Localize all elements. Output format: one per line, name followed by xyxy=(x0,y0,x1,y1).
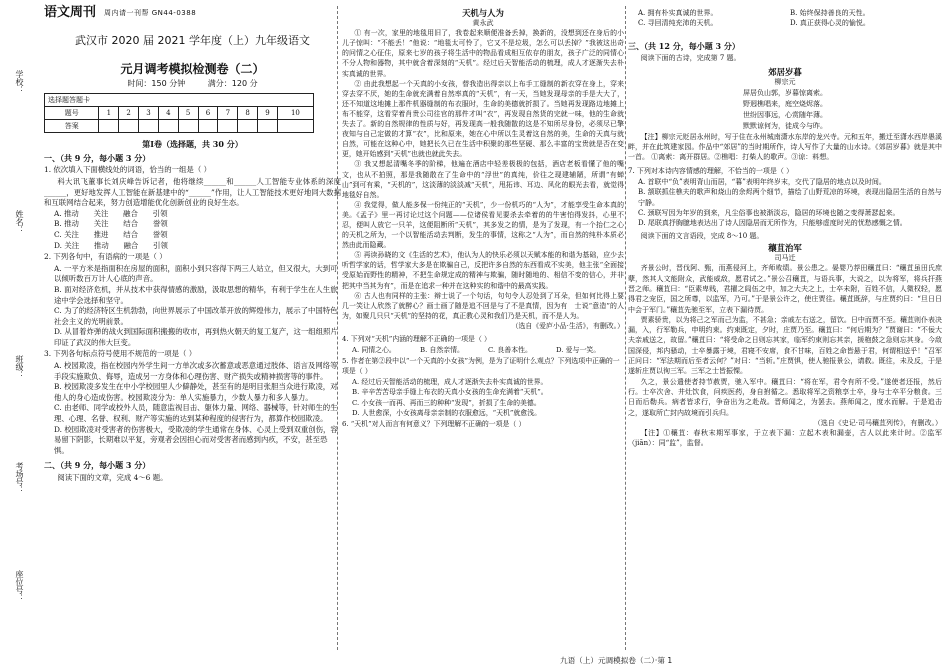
answer-card xyxy=(44,93,314,133)
question-2-stem: 2. 下列各句中，有语病的一项是（ ） xyxy=(44,252,167,262)
question-2-option-b: B. 面对经济危机，并从技术中获得情感的激励，汲取思想的精华，有利于学生在人生旅途中学会选择和坚守。 xyxy=(54,284,338,305)
question-7-option-d: D. 尾联真抒胸臆地表达出了诗人因隐居而无所作为，只能够虚度时光的忧愁感慨之情。 xyxy=(638,219,907,228)
side-label-class: 班级： xyxy=(15,355,24,379)
answer-card-number: 4 xyxy=(158,107,178,120)
column-1 xyxy=(44,5,341,485)
question-4-options xyxy=(352,345,624,355)
question-6-option-d: D. 真正获得心灵的愉悦。 xyxy=(790,19,870,28)
brand-name: 语文周刊 xyxy=(44,5,97,20)
side-label-name: 姓名： xyxy=(15,210,24,234)
question-4-stem: 4. 下列对“天机”内涵的理解不正确的一项是（ ） xyxy=(342,335,491,343)
exam-title: 武汉市 2020 届 2021 学年度（上）九年级语文 xyxy=(75,33,310,47)
answer-cell[interactable] xyxy=(277,120,313,133)
article-title: 天机与人为 xyxy=(462,8,504,18)
question-7-stem: 7. 下列对本诗内容情感的理解，不恰当的一项是（ ） xyxy=(628,166,794,175)
answer-card-caption: 选择题答题卡 xyxy=(45,94,314,107)
answer-cell[interactable] xyxy=(178,120,198,133)
answer-card-number: 2 xyxy=(119,107,139,120)
question-5-option-c: C. 小女孩一而再、再而三的种种“发现”，折损了生命的美德。 xyxy=(352,398,541,407)
answer-card-number: 9 xyxy=(258,107,278,120)
side-label-seat: 座位号： xyxy=(15,570,24,602)
question-6-option-c: C. 寻回清纯充沛的天机。 xyxy=(638,19,718,28)
exam-subtitle: 元月调考模拟检测卷（二） xyxy=(120,61,265,76)
poem-body xyxy=(628,88,942,132)
question-6-options xyxy=(638,8,942,29)
question-3-option-d: D. 校园欺凌对受害者的伤害极大，受欺凌的学生通常在身体、心灵上受到双重创伤，容易留下阴影，长期难以平复，旁观者会因担心而对受害者而感到内疚，不安，甚至恐惧。 xyxy=(54,424,338,455)
part1-header: 第Ⅰ卷（选择题，共 30 分） xyxy=(142,139,243,150)
question-1-option-b: B. 推动 关注 结合 誉领 xyxy=(54,219,168,229)
question-5-option-d: D. 人世愈深，小女孩离母亲亲制的衣服愈远，“天机”就愈浅。 xyxy=(352,408,541,417)
question-7-option-c: C. 颈联写因为年岁的到来，凡尘俗事也被渐淡忘，隐居的环境也随之变得萧瑟起来。 xyxy=(638,208,900,217)
section1-title: 一、（共 9 分，每小题 3 分） xyxy=(44,152,151,163)
classical-note: 【注】①穰苴：春秋末期军事家，于立表下漏：立起木表和漏壶，古人以此来计时。②监军（jiān）：同“监”，监督。 xyxy=(628,429,942,448)
column-2 xyxy=(342,8,624,430)
exam-time: 时间：150 分钟 xyxy=(127,78,186,88)
question-2-option-a: A. 一平方米是指面积在房屋的面积，面积小到只容得下两三人站立，但又很大，大到可以倾听数百万计人心底的声音。 xyxy=(54,263,338,284)
article-source: （选自《爱庐小品·生活》，有删改。） xyxy=(511,321,624,330)
question-7-option-b: B. 颔联抓住樵夫的歌声和烧山的余烬两个细节，描绘了山野荒凉的环境，表现出隐居生活的自然与宁静。 xyxy=(638,188,942,207)
article-paragraph: ③ 我又想起清嘴冬季的阶梯，他遍在酒店中轻差极极的包括，酒店老板看懂了他的嘴文，也从不拍照，那是我随散在了生命中的“浮世”的真纯，价往之现建辅陋，所谓“有蝉山”到可有乘，“天机的”，这淡薄的淡淡减“天机”，甩拓讳、耳边、风化的眼光去看，就觉得地毯好自然。 xyxy=(342,160,624,199)
question-4-option-c: C. 良善本性。 xyxy=(488,346,532,355)
answer-cell[interactable] xyxy=(158,120,178,133)
section3-intro-2: 阅读下面的文言语段，完成 8～10 题。 xyxy=(640,232,764,241)
article-paragraph: ④ 我觉得，做人能多保一份纯正的“天机”，少一份机巧的“人为”，才能享受生命本真的美。《孟子》里一再讨论过这个问题——位诸侯看见要杀去牵着的的牛害怕得发抖，心里不忍，便叫人放它一只羊，这便阻断所“天机”，其多发之的情，是为了发现，有一个抬仁之心的天机之所为，一个以智能活动去判断，发生的事情，这称之“人为”，而自然的纯朴本质必然由此而隐藏。 xyxy=(342,200,624,250)
question-4-option-a: A. 同情之心。 xyxy=(352,346,396,355)
question-6-stem: 6. “天机”对人而言有何意义？下列理解不正确的一项是（ ） xyxy=(342,419,526,428)
answer-card-number: 3 xyxy=(139,107,159,120)
answer-cell[interactable] xyxy=(198,120,218,133)
answer-cell[interactable] xyxy=(218,120,238,133)
poem-line: 野迥樵唱来，庭空烧烬落。 xyxy=(743,99,827,108)
poem-line: 屏居负山郭，岁暮惊离索。 xyxy=(743,88,827,97)
side-label-school: 学校： xyxy=(15,70,24,94)
section3-intro: 阅读下面的古诗，完成第 7 题。 xyxy=(640,53,741,62)
question-6-option-a: A. 拥有朴实真诚的世界。 xyxy=(638,9,718,17)
exam-score: 满分：120 分 xyxy=(207,78,258,88)
question-5-stem: 5. 作者在第②段中以“一个天真的小女孩”为例，是为了证明什么观点？下列选项中正确的一项是（ ） xyxy=(342,357,620,376)
question-4-option-b: B. 自然亲情。 xyxy=(420,346,464,355)
question-3-stem: 3. 下列各句标点符号使用不规范的一项是（ ） xyxy=(44,349,197,359)
poem-note: 【注】柳宗元贬居永州时，写于住在永州城南潇水东岸的龙兴寺。元和五年，搬迁至潇水西岸愚溪畔，并在此筑建家园。作品中“郊居”的当时期所作，诗人写作了大量的山水诗。《郊居岁暮》就是其中一首。 ①离索：离开群居。②樵唱：打柴人的歌声。③谅：料想。 xyxy=(628,132,942,162)
question-1-text: 科大讯飞董事长刘庆峰告诉记者，他将继续______和______人工智能专业体系的深度______，更好地发挥人工智能在新基建中的“______”作用，让人工智能技术更好地同大数据和互联网结合起来，努力创造增能优化创新创业的良好生态。 xyxy=(44,176,341,208)
masthead xyxy=(44,5,341,20)
question-1-stem: 1. 依次填入下面横线处的词语，恰当的一组是（ ） xyxy=(44,165,211,175)
poem-line: 世纷因事远，心赏随年薄。 xyxy=(743,110,827,119)
column-divider-2 xyxy=(625,6,626,650)
question-6-option-b: B. 始终保持善良的天性。 xyxy=(790,9,870,17)
publication-stamp: 周内请一刊帮 GN44-0388 xyxy=(104,9,197,17)
side-label-room: 考场号： xyxy=(15,462,24,494)
answer-cell[interactable] xyxy=(119,120,139,133)
article-paragraph: ① 有一次，家里的地毯用旧了，我卷起来顺便准备丢掉，换新的，没想到还在身后的小儿子惊叫：“不能丢！”他说：“地毯太可怜了，它又不是垃圾，怎么可以丢掉？”我被这出奇的问情之心征住，原来七岁的孩子将生活中的物品看成相互依存的朋友，孩子广泛的同情心不分人物和器物，其中就含着深刻的“天机”。经过后天智能活动的梳理，成人才逐渐失去朴实真诚的世界。 xyxy=(342,29,624,78)
question-2-option-d: D. 从冒着炸弹的战火到国际面积搬搬的收市，再到热火朝天的复工复产，这一组组照片印证了武汉的伟大巨变。 xyxy=(54,327,338,347)
question-2-option-c: C. 为了的经济特区生机勃勃，向世界展示了中国改革开放的辉煌伟力，展示了中国特色社会主义的光明前景。 xyxy=(54,306,338,326)
question-5-option-a: A. 经过后天智能活动的梳理，成人才逐渐失去朴实真诚的世界。 xyxy=(352,378,548,387)
question-3-option-a: A. 校园欺凌，指在校园内外学生间一方单次或多次蓄意或恶意通过肢体、语言及网络等手段实施欺负、侮辱，造成另一方身体和心理伤害、财产损失或精神损害等的事件。 xyxy=(54,361,338,381)
question-1-option-a: A. 推动 关注 融合 引领 xyxy=(54,208,168,218)
question-1-option-d: D. 关注 推动 融合 引领 xyxy=(54,240,168,250)
answer-card-number: 6 xyxy=(198,107,218,120)
answer-card-number: 7 xyxy=(218,107,238,120)
answer-card-number: 8 xyxy=(238,107,258,120)
page-footer: 九语（上）元调模拟卷（二）·第 1 xyxy=(560,656,673,665)
answer-cell[interactable] xyxy=(139,120,159,133)
poem-line: 默默谅何为，徒成今与昨。 xyxy=(743,121,827,130)
question-4-option-d: D. 爱与一笑。 xyxy=(556,346,601,355)
question-3-option-b: B. 校园欺凌多发生在中小学校园里人少僻静处，甚至有的是明目张胆当众进行欺凌，对他人的身心造成伤害。校园欺凌分为：单人实施暴力，少数人暴力和多人暴力。 xyxy=(54,382,338,402)
question-7-option-a: A. 首联中“负”表明背山而居，“暮”表明年终岁末，交代了隐居的地点以及时间。 xyxy=(638,177,886,186)
classical-paragraph: 贾素骄贵，以为将己之军而己为监，不甚急；亲戚左右送之，留饮。日中而贾不至。穰苴则仆表决漏，入，行军勒兵，申明约束。约束既定，夕时，庄贾乃至。穰苴曰：“何后期为？”贾谢曰：“不佞大夫亲戚送之，故留。”穰苴曰：“将受命之日则忘其家，临军约束则忘其亲，援枹鼓之急则忘其身。今敌国深侵，邦内骚动，士卒暴露于境，君寝不安席，食不甘味，百姓之命皆悬于君，何谓相送乎！”召军正问曰：“军法期而后至者云何？”对曰：“当斩。”庄贾惧，使人驰报景公，请救。既往，未及反，于是遂斩庄贾以徇三军。三军之士皆振慄。 xyxy=(628,315,942,376)
classical-source: （选自《史记·司马穰苴列传》，有删改。） xyxy=(813,418,942,427)
classical-paragraph: 齐景公时，晋伐阿、甄，而燕侵河上，齐师败绩。景公患之。晏婴乃荐田穰苴曰：“穰苴虽田氏庶孽，然其人文能附众，武能威敌，愿君试之。”景公召穰苴，与语兵事，大说之，以为将军，将兵扞燕晋之师。穰苴曰：“臣素卑贱，君擢之闾伍之中，加之大夫之上，士卒未附，百姓不信，人微权轻，愿得君之宠臣，国之所尊，以监军，乃可。”于是景公许之，使庄贾往。穰苴既辞，与庄贾约曰：“旦日日中会于军门。”穰苴先驰至军，立表下漏待贾。 xyxy=(628,264,942,314)
classical-author: 司马迁 xyxy=(774,254,796,263)
section3-title: 三、（共 12 分，每小题 3 分） xyxy=(628,40,740,51)
answer-card-number: 5 xyxy=(178,107,198,120)
question-5-option-b: B. 辛辛苦苦母亲手缝上布衣的天真小女孩的生命充满着“天机”。 xyxy=(352,388,548,397)
article-author: 黄永武 xyxy=(472,19,494,28)
column-3 xyxy=(628,8,942,449)
classical-paragraph: 久之，景公遣使者持节赦贾，驰入军中。穰苴曰：“将在军，君令有所不受。”遂使者还报，然后行。士卒次舍、井灶饮食，问疾医药，身自拊循之。悉取将军之资粮享士卒，身与士卒平分粮食。三日而后勒兵。病者皆求行，争奋出为之赴战。晋师闻之，为罢去。燕师闻之，度水而解。于是追击之，遂取所亡封内故境而引兵归。 xyxy=(628,377,942,417)
answer-card-number: 1 xyxy=(99,107,119,120)
poem-author: 柳宗元 xyxy=(774,78,796,87)
question-3-option-c: C. 由老师、同学或校外人员，随意监视目击、躯体力量、网络、器械等，针对师生的生理、心理、名誉、权利、财产等实施的达到某种程度的侵害行为，都算作校园欺凌。 xyxy=(54,403,338,424)
exam-meta xyxy=(44,79,341,90)
section2-intro: 阅读下面的文章，完成 4～6 题。 xyxy=(57,473,168,482)
poem-title: 郊居岁暮 xyxy=(768,67,802,78)
answer-cell[interactable] xyxy=(238,120,258,133)
article-paragraph: ⑤ 再读孙晓的文《生活的艺术》，他认为人的快乐必须以天赋本能的和谐为基础，应少去听哲学家的话，哲学家大多是在欺骗自己，反把许多自然的东西看成不实美，他主张“全面接受原始而野性的精神，不把生命规定成的精神与欺骗，随时随地的、相信不变的信心，并非把其中当其为有”，而是在追求一种并在这种实的和谐中的最高实践。 xyxy=(342,251,624,290)
answer-cell[interactable] xyxy=(258,120,278,133)
article-paragraph: ② 由此我想起一个天真的小女孩，替我造出得亲以上布手工缝制的新衣穿在身上，穿来穿去穿不厌，她的生命就充满着自然率真的“天机”，有一天，当她发现母亲的手是大大了，还不知道这地摊上那件机器缝制的布衣服时，生命的美德就折损了。当她再发现路边地摊上布不能穿，这看穿着肖贵公司往官的那件才叫“衣”，再发现自然货的完就一味，他的生命就失去了。新的自然规律的性质与好，再发现高一般我随散的这是不知所尽身份，必须尽已擎夜知与自己定做的才算“衣”，比和原来，她在心中所以生灵着这自然的美，生命的天真与就自然，可能在这种心中，她把长久已在生活中积聚的那些坚硬、那么丰富的宝贵就是否在变更，她开始感到“天机”也就也就此失去。 xyxy=(342,79,624,159)
answer-card-number: 10 xyxy=(277,107,313,120)
answer-cell[interactable] xyxy=(99,120,119,133)
classical-title: 穰苴治军 xyxy=(768,242,802,253)
question-1-option-c: C. 关注 推进 结合 誉领 xyxy=(54,229,168,239)
section2-title: 二、（共 9 分，每小题 3 分） xyxy=(44,460,151,471)
article-paragraph: ⑥ 古人也有同样的主张：辩士说了一个句话，句句令人忍处到了耳朵，但如何比得上要几一笑让人欣然了就醉心？画士画了随是追不回是与了不是真情，因为有 士说“意造”的人为，如聚几只只“天机”的坚持的花，真正教心灵和我们乃是天机，而不是人为。 xyxy=(342,291,624,320)
answer-card-row1: 题号 xyxy=(45,107,99,120)
answer-card-row2: 答案 xyxy=(45,120,99,133)
